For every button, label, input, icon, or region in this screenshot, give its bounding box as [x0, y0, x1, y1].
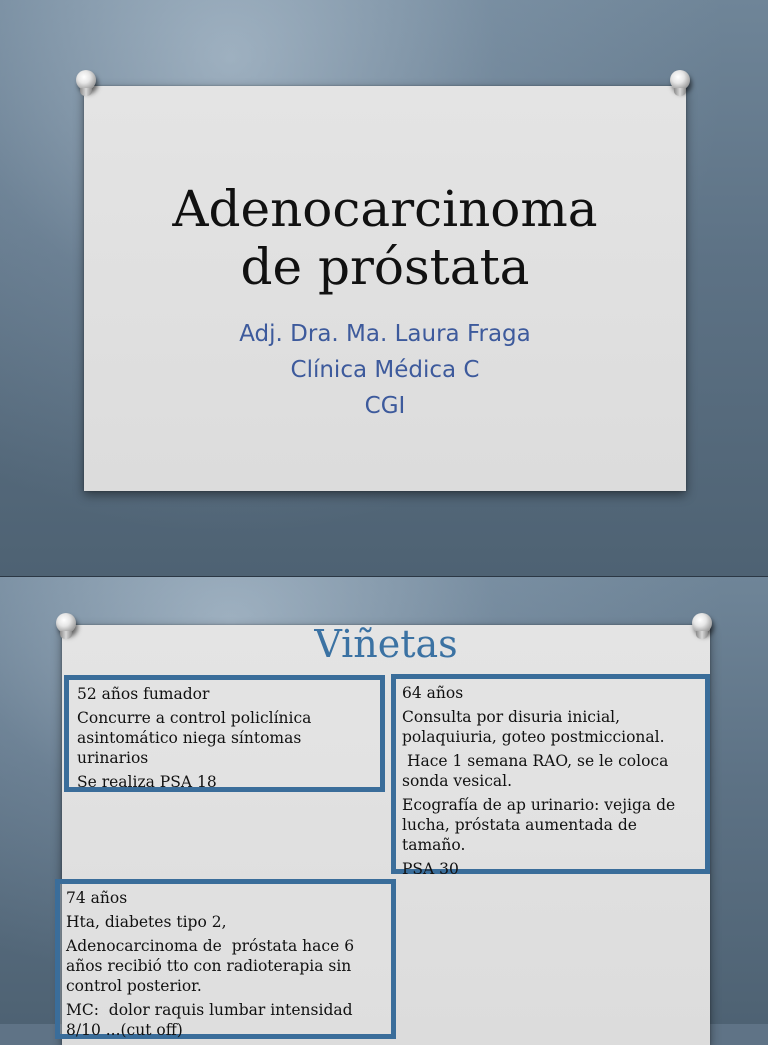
- slide-1-title: [84, 180, 686, 296]
- vignette-line: Hace 1 semana RAO, se le coloca sonda vesical.: [402, 752, 674, 790]
- title-line-2: de próstata: [240, 238, 530, 296]
- vignette-line: Se realiza PSA 18: [77, 773, 217, 791]
- vignette-line: Consulta por disuria inicial, polaquiuria, goteo postmiccional.: [402, 708, 665, 746]
- slide-2: [0, 577, 768, 1039]
- vignette-line: Concurre a control policlínica asintomático niega síntomas urinarios: [77, 709, 312, 767]
- vignette-line: Hta, diabetes tipo 2,: [66, 913, 227, 931]
- slide-2-title: Viñetas: [314, 622, 458, 666]
- vignette-box-3: [55, 879, 396, 1039]
- title-line-1: Adenocarcinoma: [172, 180, 598, 238]
- vignette-line: Ecografía de ap urinario: vejiga de lucha, próstata aumentada de tamaño.: [402, 796, 676, 854]
- vignette-line: PSA 30: [402, 860, 459, 878]
- vignette-line: 52 años fumador: [77, 685, 210, 703]
- slide-1-subtitle: [84, 316, 686, 424]
- subtitle-department: Clínica Médica C: [290, 357, 480, 383]
- vignette-box-1: [64, 675, 385, 792]
- vignette-line: MC: dolor raquis lumbar intensidad 8/10 ...(cut off): [66, 1001, 358, 1039]
- vignette-line: Adenocarcinoma de próstata hace 6 años recibió tto con radioterapia sin control posterior.: [66, 937, 359, 995]
- subtitle-institution: CGI: [364, 393, 406, 419]
- pushpin-icon: [670, 70, 690, 90]
- vignette-line: 74 años: [66, 889, 128, 907]
- vignette-box-2: [391, 674, 710, 878]
- pushpin-icon: [76, 70, 96, 90]
- vignette-line: 64 años: [402, 684, 464, 702]
- subtitle-author: Adj. Dra. Ma. Laura Fraga: [239, 321, 531, 347]
